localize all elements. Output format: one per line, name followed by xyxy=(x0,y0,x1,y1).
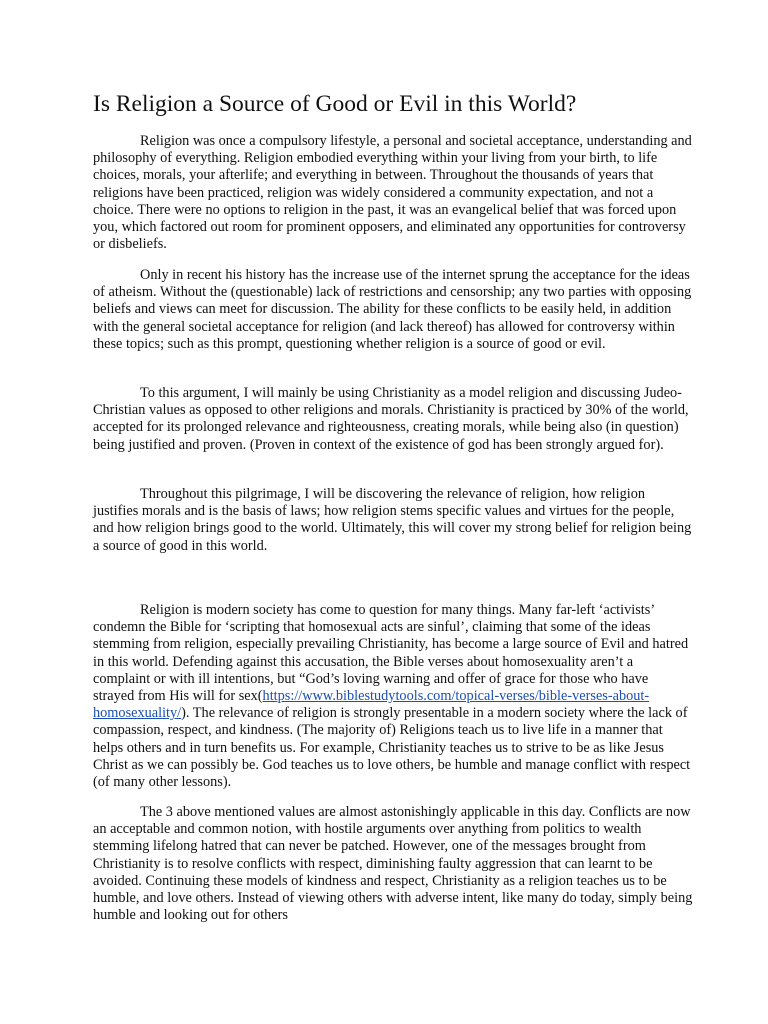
bible-study-tools-link[interactable]: https://www.biblestudytools.com/topical-verses/bible-verses-about-homosexuality/ xyxy=(93,688,650,722)
paragraph-values-applicable: The 3 above mentioned values are almost astonishingly applicable in this day. Conflicts are now an acceptable and common notion, with hostile arguments over anything from politics to wealth stemming lifelong hatred that can never be patched. However, one of the messages brought from Christianity is to resolve conflicts with respect, diminishing faulty aggression that can learnt to be avoided. Continuing these models of kindness and respect, Christianity as a religion teaches us to be humble, and love others. Instead of viewing others with adverse intent, like many do today, simply being humble and looking out for others xyxy=(93,804,693,924)
paragraph-text-after-link: ). The relevance of religion is strongly presentable in a modern society where the lack of compassion, respect, and kindness. (The majority of) Religions teach us to live life in a manner that helps others and in turn benefits us. For example, Christianity teaches us to strive to be as like Jesus Christ as we can possibly be. God teaches us to love others, be humble and manage conflict with respect (of many other lessons). xyxy=(93,705,691,791)
paragraph-atheism: Only in recent his history has the increase use of the internet sprung the acceptance for the ideas of atheism. Without the (questionable) lack of restrictions and censorship; any two parties with opposing beliefs and views can meet for discussion. The ability for these conflicts to be easily held, in addition with the general societal acceptance for religion (and lack thereof) has allowed for controversy within these topics; such as this prompt, questioning whether religion is a source of good or evil. xyxy=(93,267,692,352)
page-title: Is Religion a Source of Good or Evil in this World? xyxy=(93,91,577,117)
paragraph-christianity-model: To this argument, I will mainly be using Christianity as a model religion and discussing Judeo-Christian values as opposed to other religions and morals. Christianity is practiced by 30% of the world, accepted for its prolonged relevance and righteousness, creating morals, while being also (in question) being justified and proven. (Proven in context of the existence of god has been strongly argued for). xyxy=(93,385,689,453)
paragraph-text-before-link: Religion is modern society has come to question for many things. Many far-left ‘activists’ condemn the Bible for ‘scripting that homosexual acts are sinful’, claiming that some of the ideas stemming from religion, especially prevailing Christianity, has become a large source of Evil and hatred in this world. Defending against this accusation, the Bible verses about homosexuality aren’t a complaint or with ill intentions, but “God’s loving warning and offer of grace for those who have strayed from His will for sex( xyxy=(93,602,689,705)
paragraph-modern-society xyxy=(93,602,693,791)
paragraph-intro: Religion was once a compulsory lifestyle, a personal and societal acceptance, understanding and philosophy of everything. Religion embodied everything within your living from your birth, to life choices, morals, your afterlife; and everything in between. Throughout the thousands of years that religions have been practiced, religion was widely considered a community expectation, and not a choice. There were no options to religion in the past, it was an evangelical belief that was forced upon you, which factored out room for prominent opposers, and eliminated any opportunities for controversy or disbeliefs. xyxy=(93,133,692,253)
paragraph-pilgrimage: Throughout this pilgrimage, I will be discovering the relevance of religion, how religion justifies morals and is the basis of laws; how religion stems specific values and virtues for the people, and how religion brings good to the world. Ultimately, this will cover my strong belief for religion being a source of good in this world. xyxy=(93,486,692,554)
